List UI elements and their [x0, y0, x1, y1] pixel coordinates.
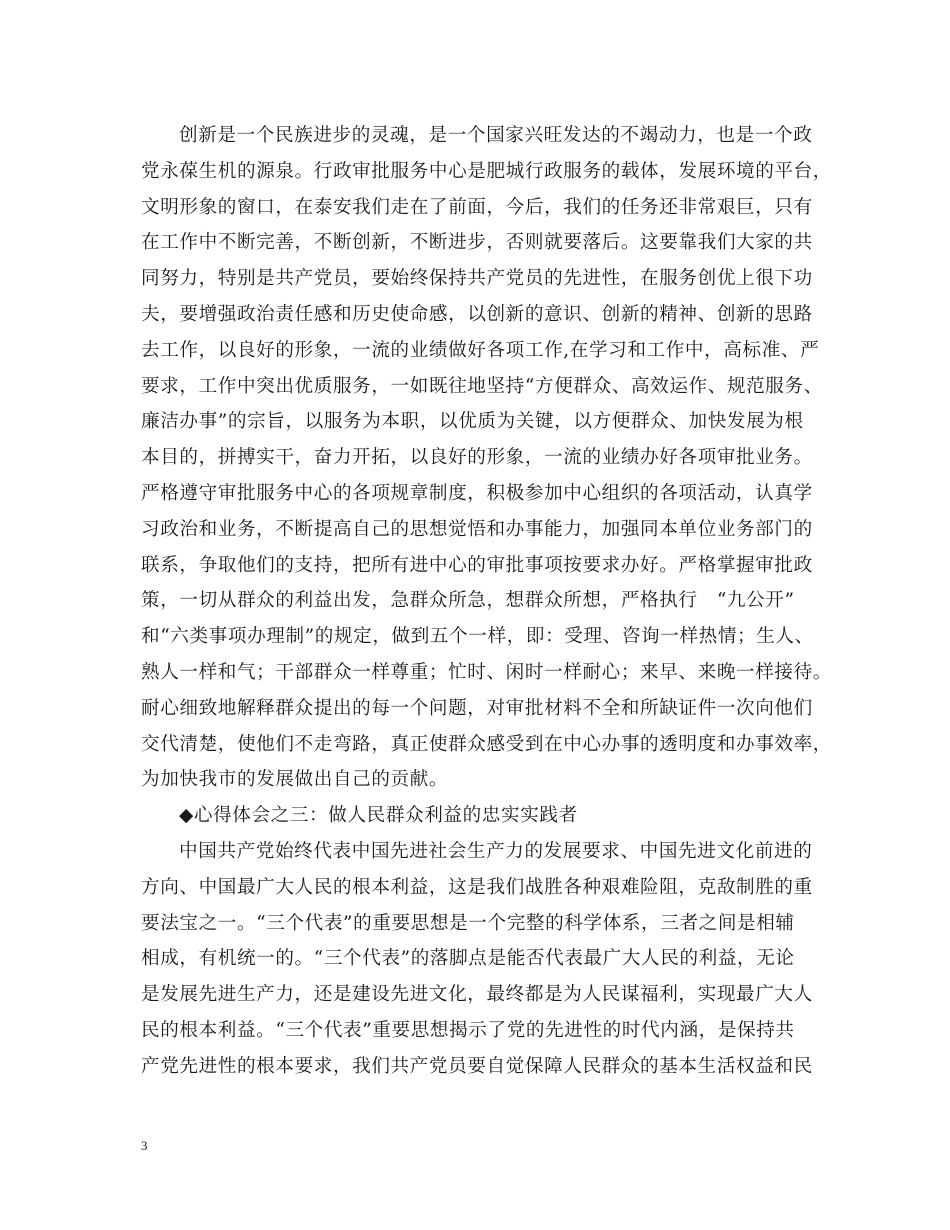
text-line: 熟人一样和气；干部群众一样尊重；忙时、闲时一样耐心；来早、来晚一样接待。: [141, 661, 832, 683]
text-line: 交代清楚，使他们不走弯路，真正使群众感受到在中心办事的透明度和办事效率，: [141, 733, 832, 755]
text-line: 要求，工作中突出优质服务，一如既往地坚持“方便群众、高效运作、规范服务、: [141, 375, 823, 397]
text-line: 去工作，以良好的形象，一流的业绩做好各项工作,在学习和工作中，高标准、严: [141, 339, 820, 361]
text-line: 本目的，拼搏实干，奋力开拓，以良好的形象，一流的业绩办好各项审批业务。: [141, 447, 813, 469]
text-line: 严格遵守审批服务中心的各项规章制度，积极参加中心组织的各项活动，认真学: [141, 482, 813, 504]
text-line: 在工作中不断完善，不断创新，不断进步，否则就要落后。这要靠我们大家的共: [141, 232, 813, 254]
text-line: 同努力，特别是共产党员，要始终保持共产党员的先进性，在服务创优上很下功: [141, 268, 813, 290]
text-line: 廉洁办事”的宗旨，以服务为本职，以优质为关键，以方便群众、加快发展为根: [141, 411, 804, 433]
text-line: ◆心得体会之三：做人民群众利益的忠实实践者: [179, 805, 578, 827]
text-line: 习政治和业务，不断提高自己的思想觉悟和办事能力，加强同本单位业务部门的: [141, 518, 813, 540]
text-line: 方向、中国最广大人民的根本利益，这是我们战胜各种艰难险阻，克敌制胜的重: [141, 876, 813, 898]
text-line: 创新是一个民族进步的灵魂，是一个国家兴旺发达的不竭动力，也是一个政: [179, 125, 813, 146]
text-line: 相成，有机统一的。“三个代表”的落脚点是能否代表最广大人民的利益，无论: [141, 948, 795, 970]
text-line: 夫，要增强政治责任感和历史使命感，以创新的意识、创新的精神、创新的思路: [141, 303, 813, 325]
text-line: 党永葆生机的源泉。行政审批服务中心是肥城行政服务的载体，发展环境的平台，: [141, 160, 832, 182]
body-text: [141, 118, 832, 1085]
text-line: 为加快我市的发展做出自己的贡献。: [141, 769, 449, 791]
text-line: 耐心细致地解释群众提出的每一个问题，对审批材料不全和所缺证件一次向他们: [141, 697, 813, 719]
text-line: 联系，争取他们的支持，把所有进中心的审批事项按要求办好。严格掌握审批政: [141, 554, 813, 576]
text-line: 要法宝之一。“三个代表”的重要思想是一个完整的科学体系，三者之间是相辅: [141, 912, 795, 934]
text-line: 和“六类事项办理制”的规定，做到五个一样，即：受理、咨询一样热情；生人、: [141, 626, 814, 648]
text-line: 中国共产党始终代表中国先进社会生产力的发展要求、中国先进文化前进的: [179, 840, 813, 862]
text-line: 是发展先进生产力，还是建设先进文化，最终都是为人民谋福利，实现最广大人: [141, 984, 813, 1006]
text-line: 产党先进性的根本要求，我们共产党员要自觉保障人民群众的基本生活权益和民: [141, 1055, 813, 1077]
text-line: 文明形象的窗口，在泰安我们走在了前面，今后，我们的任务还非常艰巨，只有: [141, 196, 813, 218]
text-line: 策，一切从群众的利益出发，急群众所急，想群众所想，严格执行 “九公开”: [141, 590, 795, 612]
text-line: 民的根本利益。“三个代表”重要思想揭示了党的先进性的时代内涵，是保持共: [141, 1019, 795, 1041]
page-number: 3: [141, 1138, 148, 1153]
